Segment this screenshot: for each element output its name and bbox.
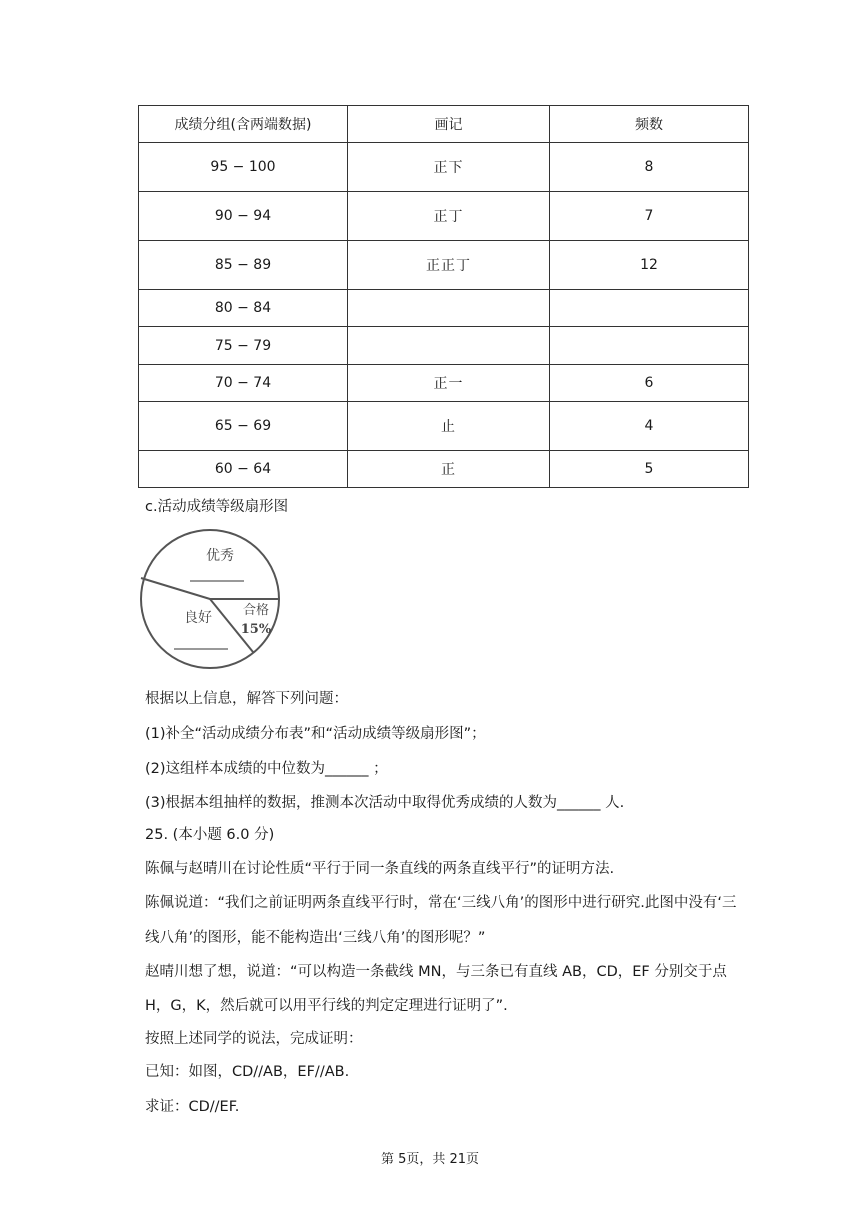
group-cell: 70 − 74 [139, 365, 348, 402]
tally-cell [348, 290, 550, 327]
table-row [139, 327, 749, 365]
table-row [139, 192, 749, 241]
freq-cell: 8 [550, 143, 749, 192]
paragraph-4: 按照上述同学的说法，完成证明： [145, 1031, 363, 1047]
given-statement: 已知：如图，CD//AB，EF//AB. [145, 1064, 350, 1080]
pie-label-excellent: 优秀 [206, 548, 234, 564]
intro-text: 根据以上信息，解答下列问题： [145, 691, 348, 707]
freq-cell: 12 [550, 241, 749, 290]
tally-cell: 止 [348, 402, 550, 451]
tally-cell [348, 327, 550, 365]
tally-cell: 正 [348, 451, 550, 488]
paragraph-1: 陈佩与赵晴川在讨论性质“平行于同一条直线的两条直线平行”的证明方法. [145, 861, 615, 877]
question-1: (1)补全“活动成绩分布表”和“活动成绩等级扇形图”； [145, 726, 486, 742]
tally-cell: 正下 [348, 143, 550, 192]
paragraph-2b: 线八角’的图形，能不能构造出‘三线八角’的图形呢？” [145, 930, 486, 946]
prove-statement: 求证：CD//EF. [145, 1099, 240, 1115]
tally-cell: 正正丁 [348, 241, 550, 290]
page-footer: 第 5页，共 21页 [380, 1152, 480, 1167]
freq-cell: 7 [550, 192, 749, 241]
group-cell: 90 − 94 [139, 192, 348, 241]
paragraph-2a: 陈佩说道：“我们之前证明两条直线平行时，常在‘三线八角’的图形中进行研究.此图中没有‘三 [145, 895, 737, 911]
table-row [139, 451, 749, 488]
question-2: (2)这组样本成绩的中位数为______ ； [145, 761, 388, 777]
table-row [139, 143, 749, 192]
table-row [139, 241, 749, 290]
pie-caption: c.活动成绩等级扇形图 [145, 499, 289, 515]
group-cell: 75 − 79 [139, 327, 348, 365]
group-cell: 80 − 84 [139, 290, 348, 327]
pie-label-pass: 合格 [242, 603, 270, 618]
freq-cell: 6 [550, 365, 749, 402]
paragraph-3b: H，G，K，然后就可以用平行线的判定定理进行证明了”. [145, 998, 508, 1014]
tally-cell: 正丁 [348, 192, 550, 241]
group-cell: 60 − 64 [139, 451, 348, 488]
table-row [139, 290, 749, 327]
score-distribution-table [138, 105, 749, 488]
grade-pie-chart [138, 527, 318, 672]
header-tally: 画记 [348, 106, 550, 143]
header-frequency: 频数 [550, 106, 749, 143]
group-cell: 65 − 69 [139, 402, 348, 451]
group-cell: 95 − 100 [139, 143, 348, 192]
freq-cell [550, 290, 749, 327]
paragraph-3a: 赵晴川想了想，说道：“可以构造一条截线 MN，与三条已有直线 AB，CD，EF 分别交于点 [145, 964, 727, 980]
question-3: (3)根据本组抽样的数据，推测本次活动中取得优秀成绩的人数为______ 人. [145, 795, 625, 811]
pie-label-good: 良好 [184, 610, 212, 626]
freq-cell: 4 [550, 402, 749, 451]
table-row [139, 365, 749, 402]
freq-cell: 5 [550, 451, 749, 488]
group-cell: 85 − 89 [139, 241, 348, 290]
header-group: 成绩分组(含两端数据) [139, 106, 348, 143]
pie-pass-percent: 15% [240, 622, 272, 637]
freq-cell [550, 327, 749, 365]
tally-cell: 正一 [348, 365, 550, 402]
table-header-row [139, 106, 749, 143]
question-25-title: 25. (本小题 6.0 分) [145, 827, 275, 843]
table-row [139, 402, 749, 451]
